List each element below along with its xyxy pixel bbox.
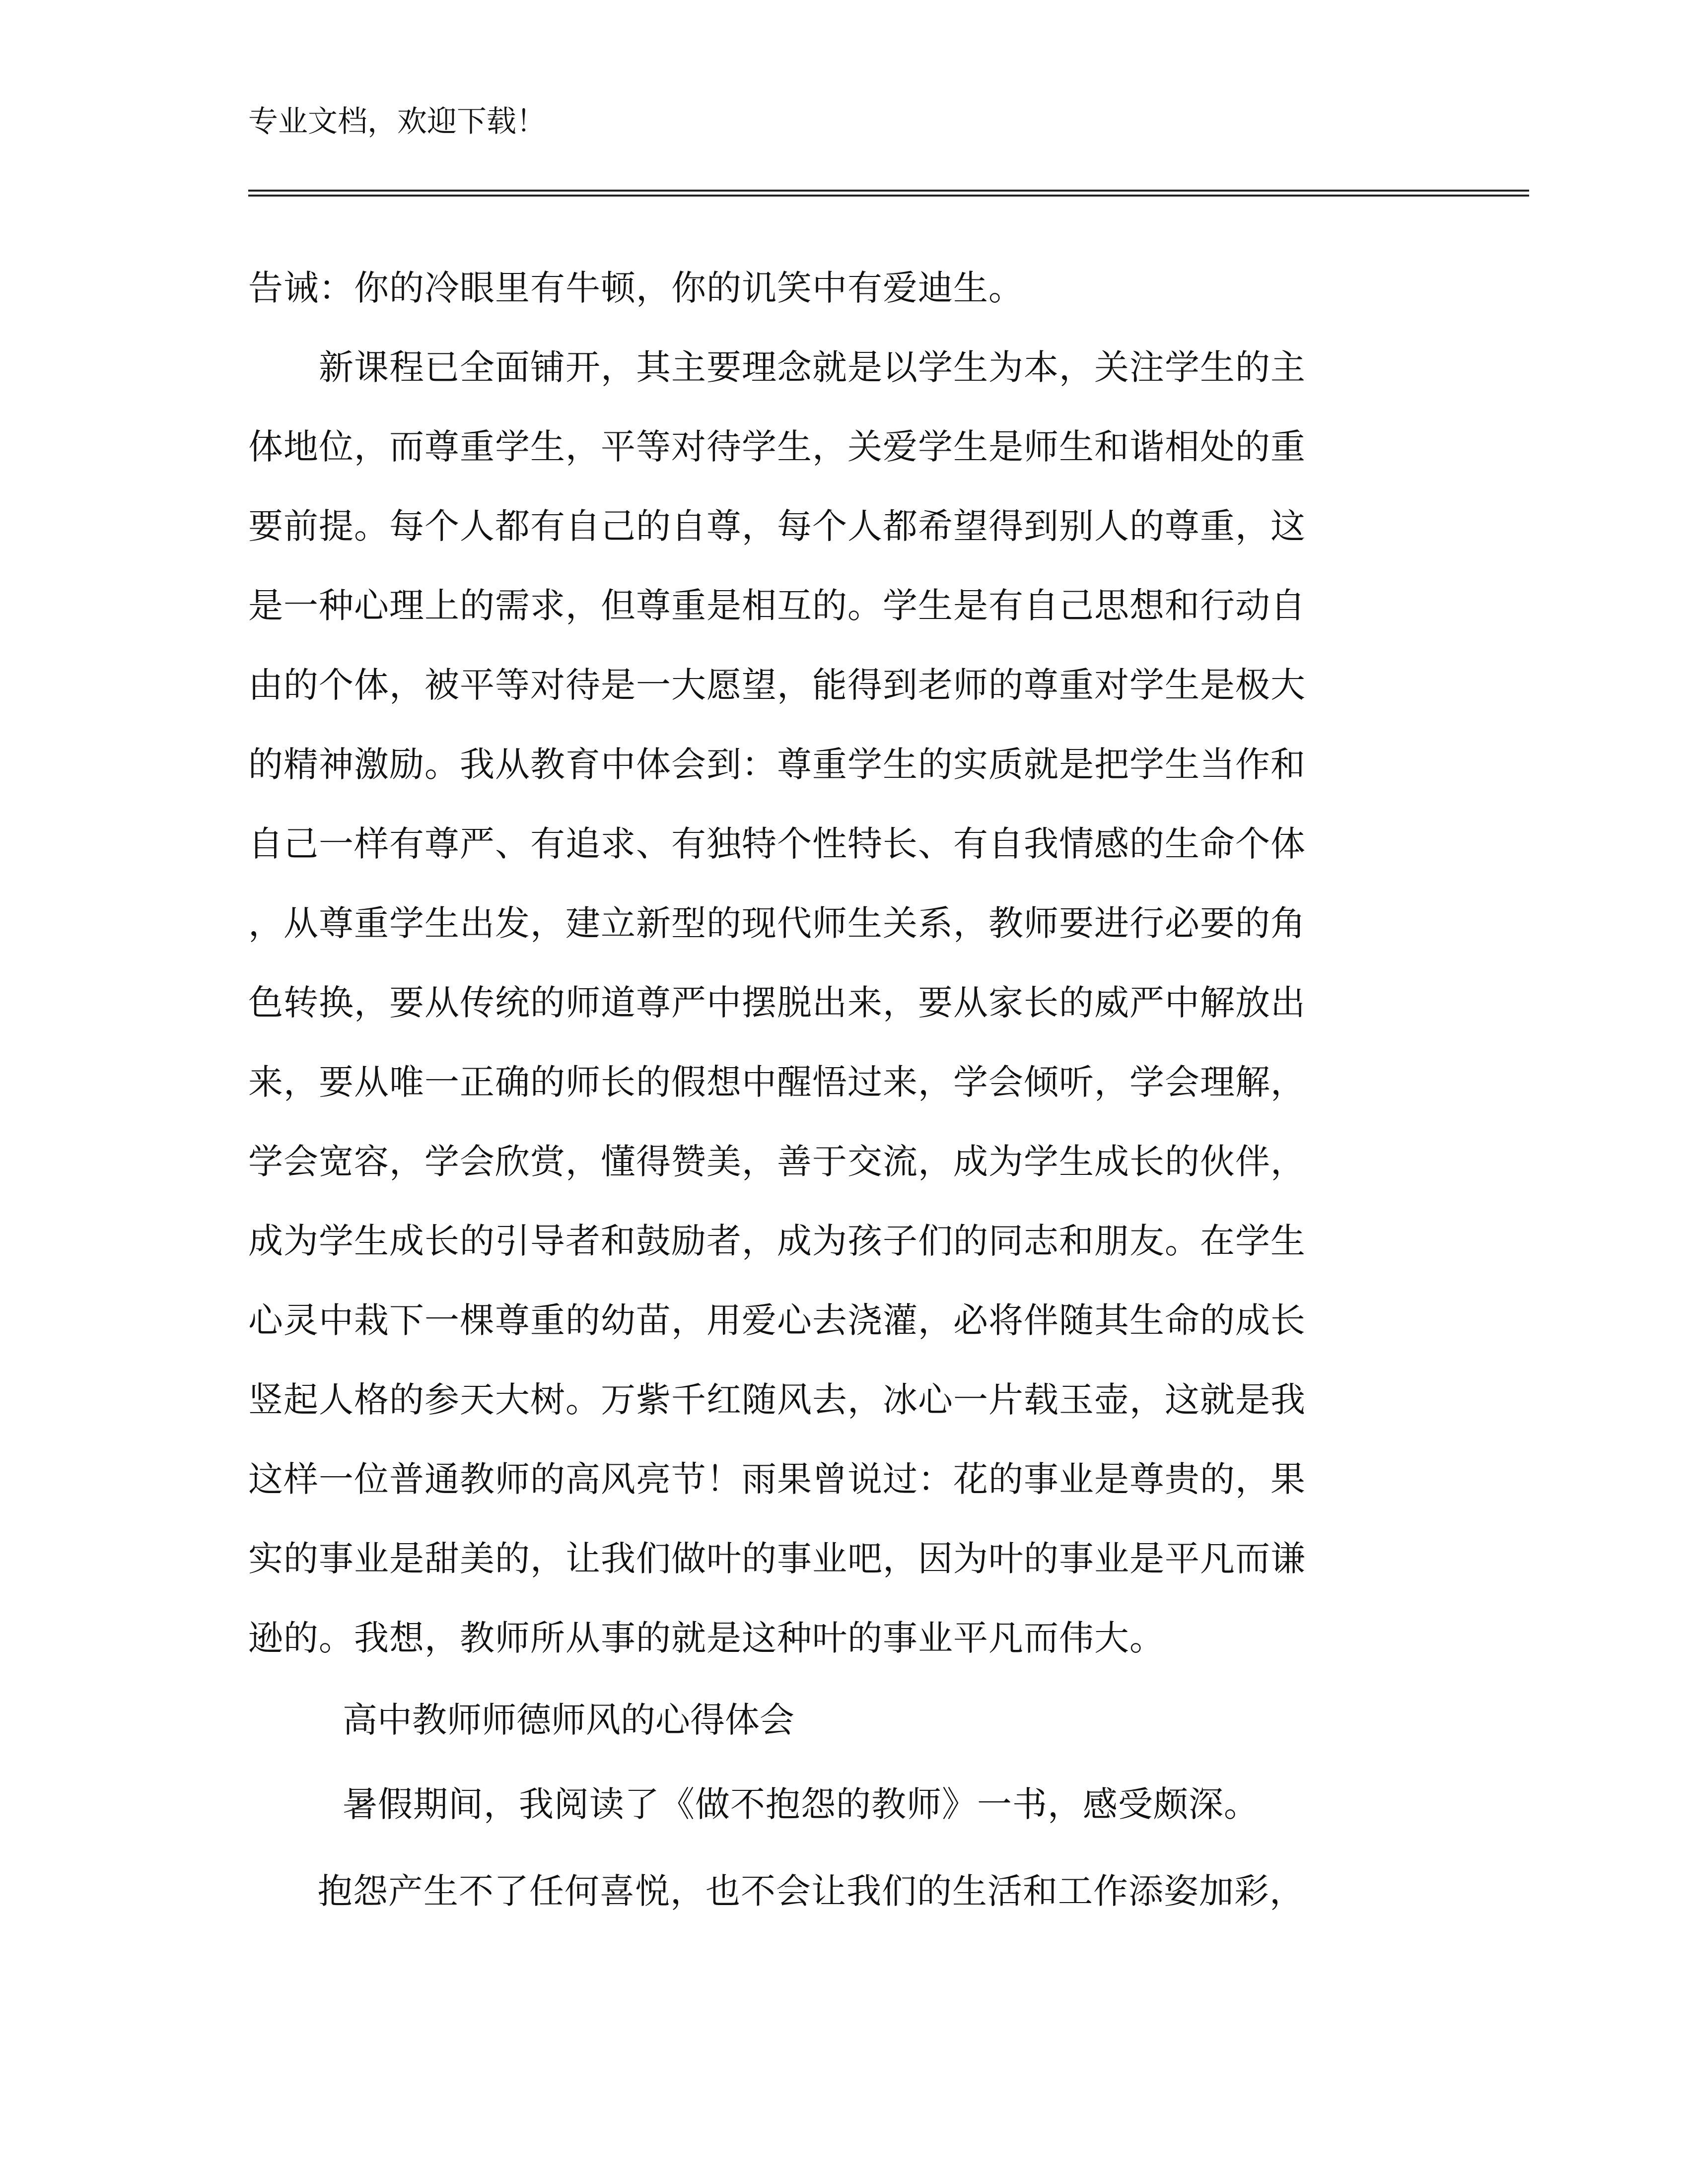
text-line: 新课程已全面铺开，其主要理念就是以学生为本，关注学生的主 <box>248 347 1306 388</box>
text-line: 是一种心理上的需求，但尊重是相互的。学生是有自己思想和行动自 <box>248 585 1306 626</box>
text-line: 学会宽容，学会欣赏，懂得赞美，善于交流，成为学生成长的伙伴， <box>248 1141 1306 1182</box>
text-line: 要前提。每个人都有自己的自尊，每个人都希望得到别人的尊重，这 <box>248 506 1306 546</box>
text-line: 逊的。我想，教师所从事的就是这种叶的事业平凡而伟大。 <box>248 1618 1165 1658</box>
text-line: ，从尊重学生出发，建立新型的现代师生关系，教师要进行必要的角 <box>248 903 1306 944</box>
header-text: 专业文档，欢迎下载！ <box>248 104 546 139</box>
header-divider-top <box>248 190 1529 192</box>
text-line: 由的个体，被平等对待是一大愿望，能得到老师的尊重对学生是极大 <box>248 665 1306 705</box>
text-line: 竖起人格的参天大树。万紫千红随风去，冰心一片载玉壶，这就是我 <box>248 1379 1306 1420</box>
text-line: 自己一样有尊严、有追求、有独特个性特长、有自我情感的生命个体 <box>248 823 1306 864</box>
text-line: 抱怨产生不了任何喜悦，也不会让我们的生活和工作添姿加彩， <box>318 1871 1305 1911</box>
text-line: 告诫：你的冷眼里有牛顿，你的讥笑中有爱迪生。 <box>248 268 1024 308</box>
text-line: 色转换，要从传统的师道尊严中摆脱出来，要从家长的威严中解放出 <box>248 982 1306 1023</box>
text-line: 成为学生成长的引导者和鼓励者，成为孩子们的同志和朋友。在学生 <box>248 1221 1306 1261</box>
text-line: 体地位，而尊重学生，平等对待学生，关爱学生是师生和谐相处的重 <box>248 426 1306 467</box>
header-divider-bottom <box>248 195 1529 197</box>
text-line: 心灵中栽下一棵尊重的幼苗，用爱心去浇灌，必将伴随其生命的成长 <box>248 1300 1306 1341</box>
text-line: 实的事业是甜美的，让我们做叶的事业吧，因为叶的事业是平凡而谦 <box>248 1538 1306 1579</box>
text-line: 来，要从唯一正确的师长的假想中醒悟过来，学会倾听，学会理解， <box>248 1062 1306 1102</box>
section-title: 高中教师师德师风的心得体会 <box>343 1700 794 1740</box>
text-line: 的精神激励。我从教育中体会到：尊重学生的实质就是把学生当作和 <box>248 744 1306 785</box>
text-line: 这样一位普通教师的高风亮节！雨果曾说过：花的事业是尊贵的，果 <box>248 1459 1306 1500</box>
text-line: 暑假期间，我阅读了《做不抱怨的教师》一书，感受颇深。 <box>343 1784 1259 1825</box>
